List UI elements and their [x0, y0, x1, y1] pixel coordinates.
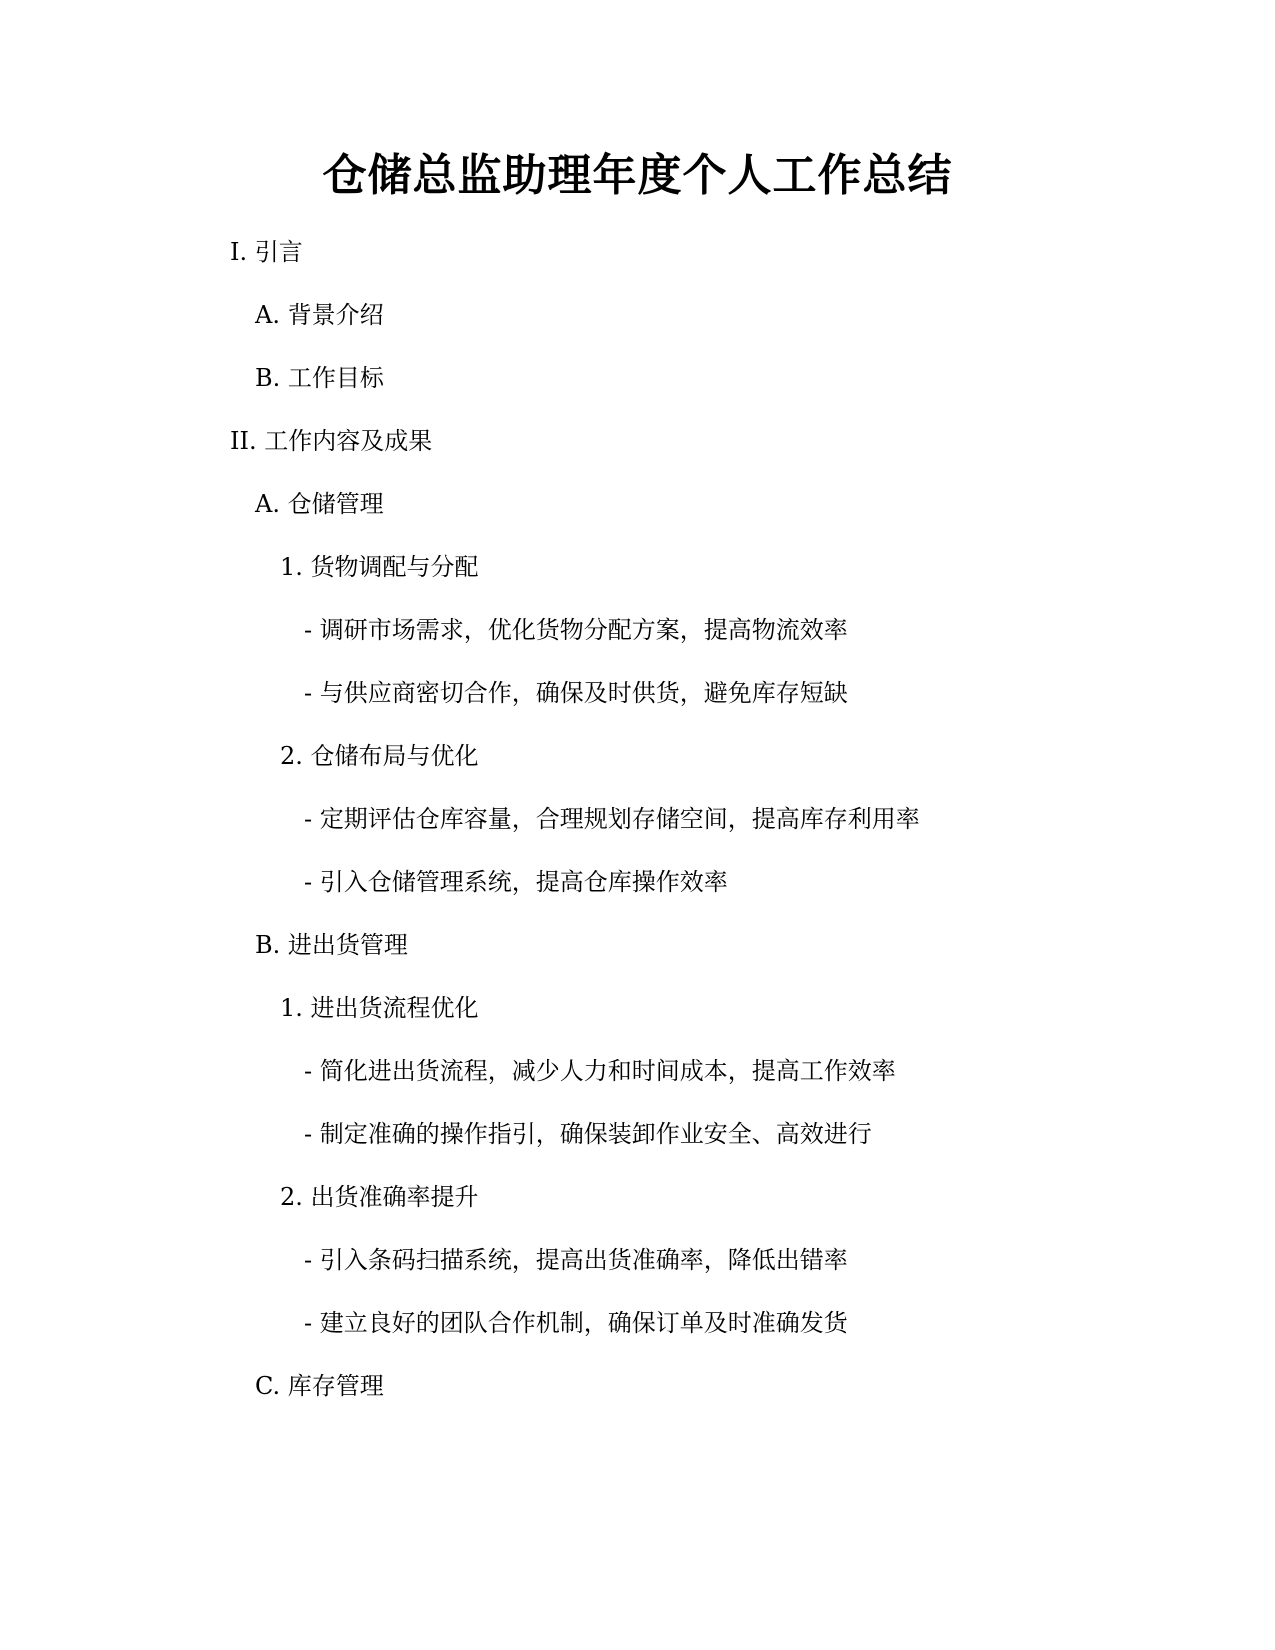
section-heading: I. 引言 [230, 238, 303, 266]
numbered-item: 2. 仓储布局与优化 [280, 742, 479, 770]
numbered-item: 1. 进出货流程优化 [280, 994, 479, 1022]
bullet-item: - 引入条码扫描系统，提高出货准确率，降低出错率 [304, 1246, 848, 1274]
subsection-heading: A. 背景介绍 [255, 301, 384, 329]
subsection-heading: B. 工作目标 [255, 364, 384, 392]
subsection-heading: A. 仓储管理 [255, 490, 384, 518]
numbered-item: 1. 货物调配与分配 [280, 553, 479, 581]
subsection-heading: C. 库存管理 [255, 1372, 384, 1400]
bullet-item: - 引入仓储管理系统，提高仓库操作效率 [304, 868, 728, 896]
section-heading: II. 工作内容及成果 [230, 427, 433, 455]
document-title: 仓储总监助理年度个人工作总结 [322, 150, 953, 201]
bullet-item: - 建立良好的团队合作机制，确保订单及时准确发货 [304, 1309, 848, 1337]
bullet-item: - 制定准确的操作指引，确保装卸作业安全、高效进行 [304, 1120, 872, 1148]
bullet-item: - 定期评估仓库容量，合理规划存储空间，提高库存利用率 [304, 805, 920, 833]
numbered-item: 2. 出货准确率提升 [280, 1183, 479, 1211]
bullet-item: - 与供应商密切合作，确保及时供货，避免库存短缺 [304, 679, 848, 707]
bullet-item: - 调研市场需求，优化货物分配方案，提高物流效率 [304, 616, 848, 644]
subsection-heading: B. 进出货管理 [255, 931, 408, 959]
bullet-item: - 简化进出货流程，减少人力和时间成本，提高工作效率 [304, 1057, 896, 1085]
